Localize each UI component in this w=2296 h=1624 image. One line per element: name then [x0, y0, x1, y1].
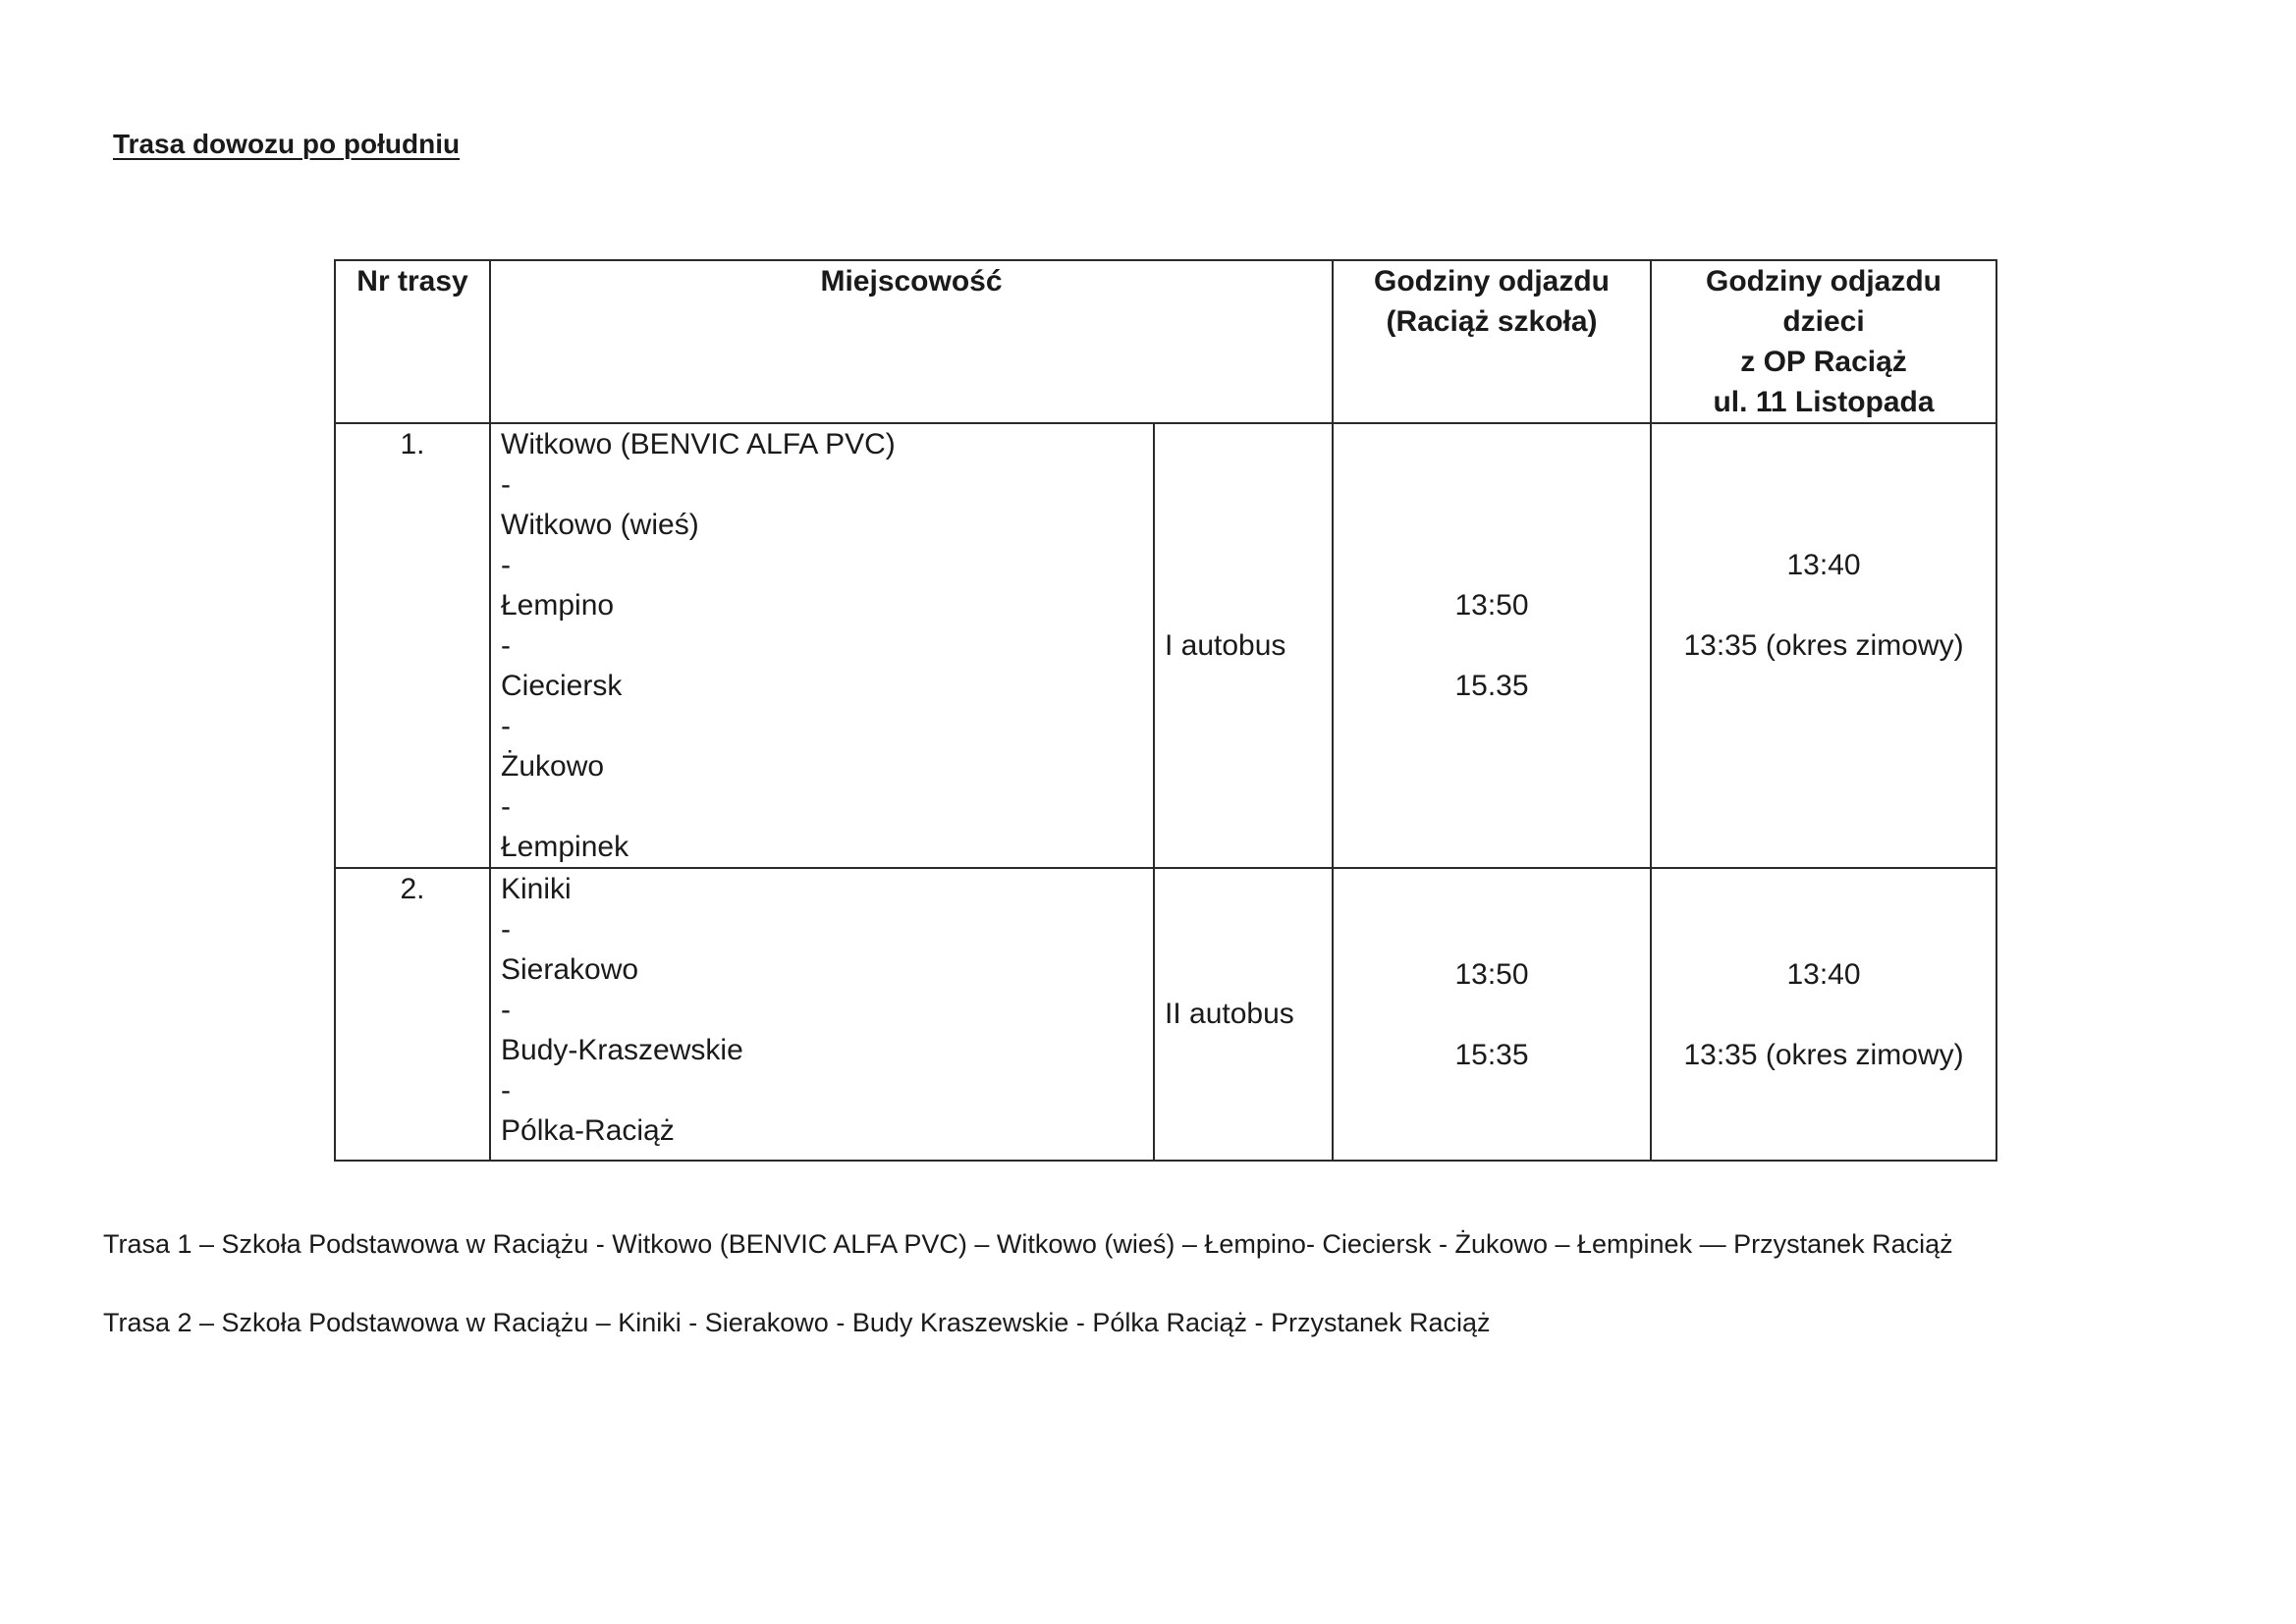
children-departure-time: 13:40 — [1786, 549, 1861, 581]
header-departure-line1: Godziny odjazdu — [1374, 265, 1611, 298]
table-row — [335, 868, 1996, 1161]
footnote-route-2: Trasa 2 – Szkoła Podstawowa w Raciążu – Kiniki - Sierakowo - Budy Kraszewskie - Pólka Raciąż - Przystanek Raciąż — [103, 1308, 1491, 1337]
children-departure-time: 13:35 (okres zimowy) — [1683, 629, 1964, 662]
place: Witkowo (BENVIC ALFA PVC) — [501, 428, 896, 460]
departure-times — [1333, 423, 1651, 868]
departure-times — [1333, 868, 1651, 1161]
bus-label: I autobus — [1154, 423, 1333, 868]
place-separator: - — [501, 790, 511, 823]
place-separator: - — [501, 1074, 511, 1107]
place-separator: - — [501, 994, 511, 1026]
place: Łempino — [501, 589, 615, 622]
place-separator: - — [501, 913, 511, 946]
place-separator: - — [501, 468, 511, 501]
children-departure-time: 13:35 (okres zimowy) — [1683, 1038, 1964, 1071]
table-header-row — [335, 260, 1996, 423]
header-route-no: Nr trasy — [335, 260, 490, 423]
departure-time: 13:50 — [1454, 589, 1529, 622]
departure-time: 15.35 — [1454, 670, 1529, 702]
header-children-line2: z OP Raciąż — [1740, 346, 1907, 378]
footnote-route-1: Trasa 1 – Szkoła Podstawowa w Raciążu - Witkowo (BENVIC ALFA PVC) – Witkowo (wieś) – Łempino- Cieciersk - Żukowo – Łempinek — Przystanek Raciąż — [103, 1229, 1953, 1259]
header-departure — [1333, 260, 1651, 423]
place-separator: - — [501, 629, 511, 662]
place: Cieciersk — [501, 670, 623, 702]
header-locality: Miejscowość — [490, 260, 1333, 423]
route-number: 1. — [335, 423, 490, 868]
place-separator: - — [501, 710, 511, 742]
header-children-line3: ul. 11 Listopada — [1713, 386, 1935, 418]
bus-label: II autobus — [1154, 868, 1333, 1161]
place: Łempinek — [501, 831, 629, 863]
departure-time: 13:50 — [1454, 957, 1529, 991]
place: Budy-Kraszewskie — [501, 1034, 743, 1066]
place: Kiniki — [501, 873, 572, 905]
place: Pólka-Raciąż — [501, 1114, 675, 1147]
place: Żukowo — [501, 750, 605, 783]
header-children-departure — [1651, 260, 1996, 423]
route-table — [334, 259, 1997, 1162]
children-departure-times — [1651, 423, 1996, 868]
place: Witkowo (wieś) — [501, 509, 699, 541]
children-departure-time: 13:40 — [1786, 957, 1861, 991]
route-places — [490, 868, 1154, 1161]
header-children-line1: Godziny odjazdu dzieci — [1706, 265, 1942, 338]
route-number: 2. — [335, 868, 490, 1161]
place: Sierakowo — [501, 953, 639, 986]
table-row — [335, 423, 1996, 868]
route-places — [490, 423, 1154, 868]
page-title: Trasa dowozu po południu — [113, 129, 461, 159]
children-departure-times — [1651, 868, 1996, 1161]
departure-time: 15:35 — [1454, 1038, 1529, 1071]
header-departure-line2: (Raciąż szkoła) — [1386, 305, 1598, 338]
place-separator: - — [501, 549, 511, 581]
